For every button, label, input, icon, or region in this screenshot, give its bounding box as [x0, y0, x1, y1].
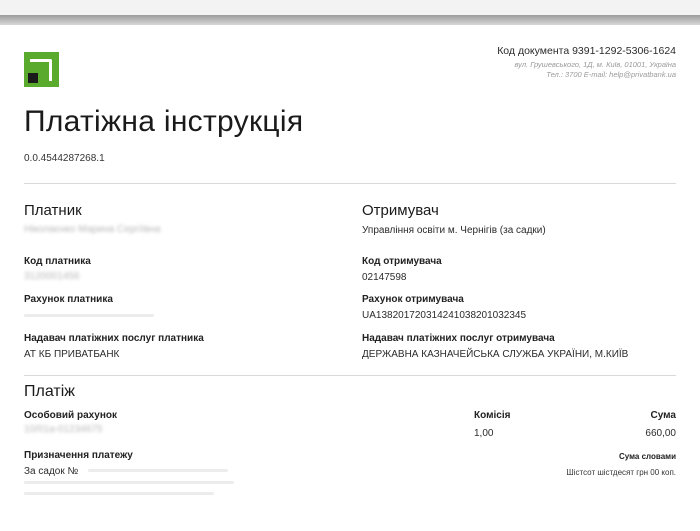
privatbank-logo-icon: [24, 52, 59, 87]
recipient-provider-value: ДЕРЖАВНА КАЗНАЧЕЙСЬКА СЛУЖБА УКРАЇНИ, М.КИЇВ: [362, 349, 629, 360]
divider: [24, 183, 676, 184]
payer-name-value: Ніколаєнко Марина Сергіївна: [24, 224, 161, 235]
payer-account-redacted: [24, 314, 154, 317]
purpose-redacted-line: [24, 481, 234, 484]
amount-value: 660,00: [645, 428, 676, 439]
purpose-value: За садок №: [24, 466, 79, 477]
commission-label: Комісія: [474, 410, 511, 421]
payer-provider-label: Надавач платіжних послуг платника: [24, 333, 204, 344]
payer-provider-value: АТ КБ ПРИВАТБАНК: [24, 349, 120, 360]
divider: [24, 375, 676, 376]
amount-label: Сума: [650, 410, 676, 421]
amount-in-words-label: Сума словами: [618, 452, 676, 461]
bank-contacts: Тел.: 3700 E-mail: help@privatbank.ua: [546, 70, 676, 79]
document-number: 0.0.4544287268.1: [24, 153, 105, 164]
page-title: Платіжна інструкція: [24, 105, 304, 138]
payer-code-label: Код платника: [24, 256, 91, 267]
payer-code-value: 3120001456: [24, 271, 80, 282]
purpose-redacted-line: [24, 492, 214, 495]
purpose-label: Призначення платежу: [24, 450, 133, 461]
purpose-redacted-line: [88, 469, 228, 472]
top-bar-shadow: [0, 15, 700, 25]
bank-address: вул. Грушевського, 1Д, м. Київ, 01001, Україна: [514, 60, 676, 69]
personal-account-label: Особовий рахунок: [24, 410, 118, 421]
recipient-account-value: UA138201720314241038201032345: [362, 310, 527, 321]
recipient-code-label: Код отримувача: [362, 256, 442, 267]
payer-account-label: Рахунок платника: [24, 294, 113, 305]
personal-account-value: 10/01a-01234675: [24, 424, 103, 435]
recipient-code-value: 02147598: [362, 272, 407, 283]
recipient-account-label: Рахунок отримувача: [362, 294, 464, 305]
amount-in-words-value: Шістсот шістдесят грн 00 коп.: [566, 468, 676, 477]
document-page: [0, 25, 700, 531]
payer-section-title: Платник: [24, 202, 82, 219]
document-code: Код документа 9391-1292-5306-1624: [497, 45, 676, 57]
recipient-name-value: Управління освіти м. Чернігів (за садки): [362, 225, 546, 236]
payment-section-title: Платіж: [24, 383, 75, 400]
recipient-provider-label: Надавач платіжних послуг отримувача: [362, 333, 555, 344]
recipient-section-title: Отримувач: [362, 202, 439, 219]
commission-value: 1,00: [474, 428, 494, 439]
